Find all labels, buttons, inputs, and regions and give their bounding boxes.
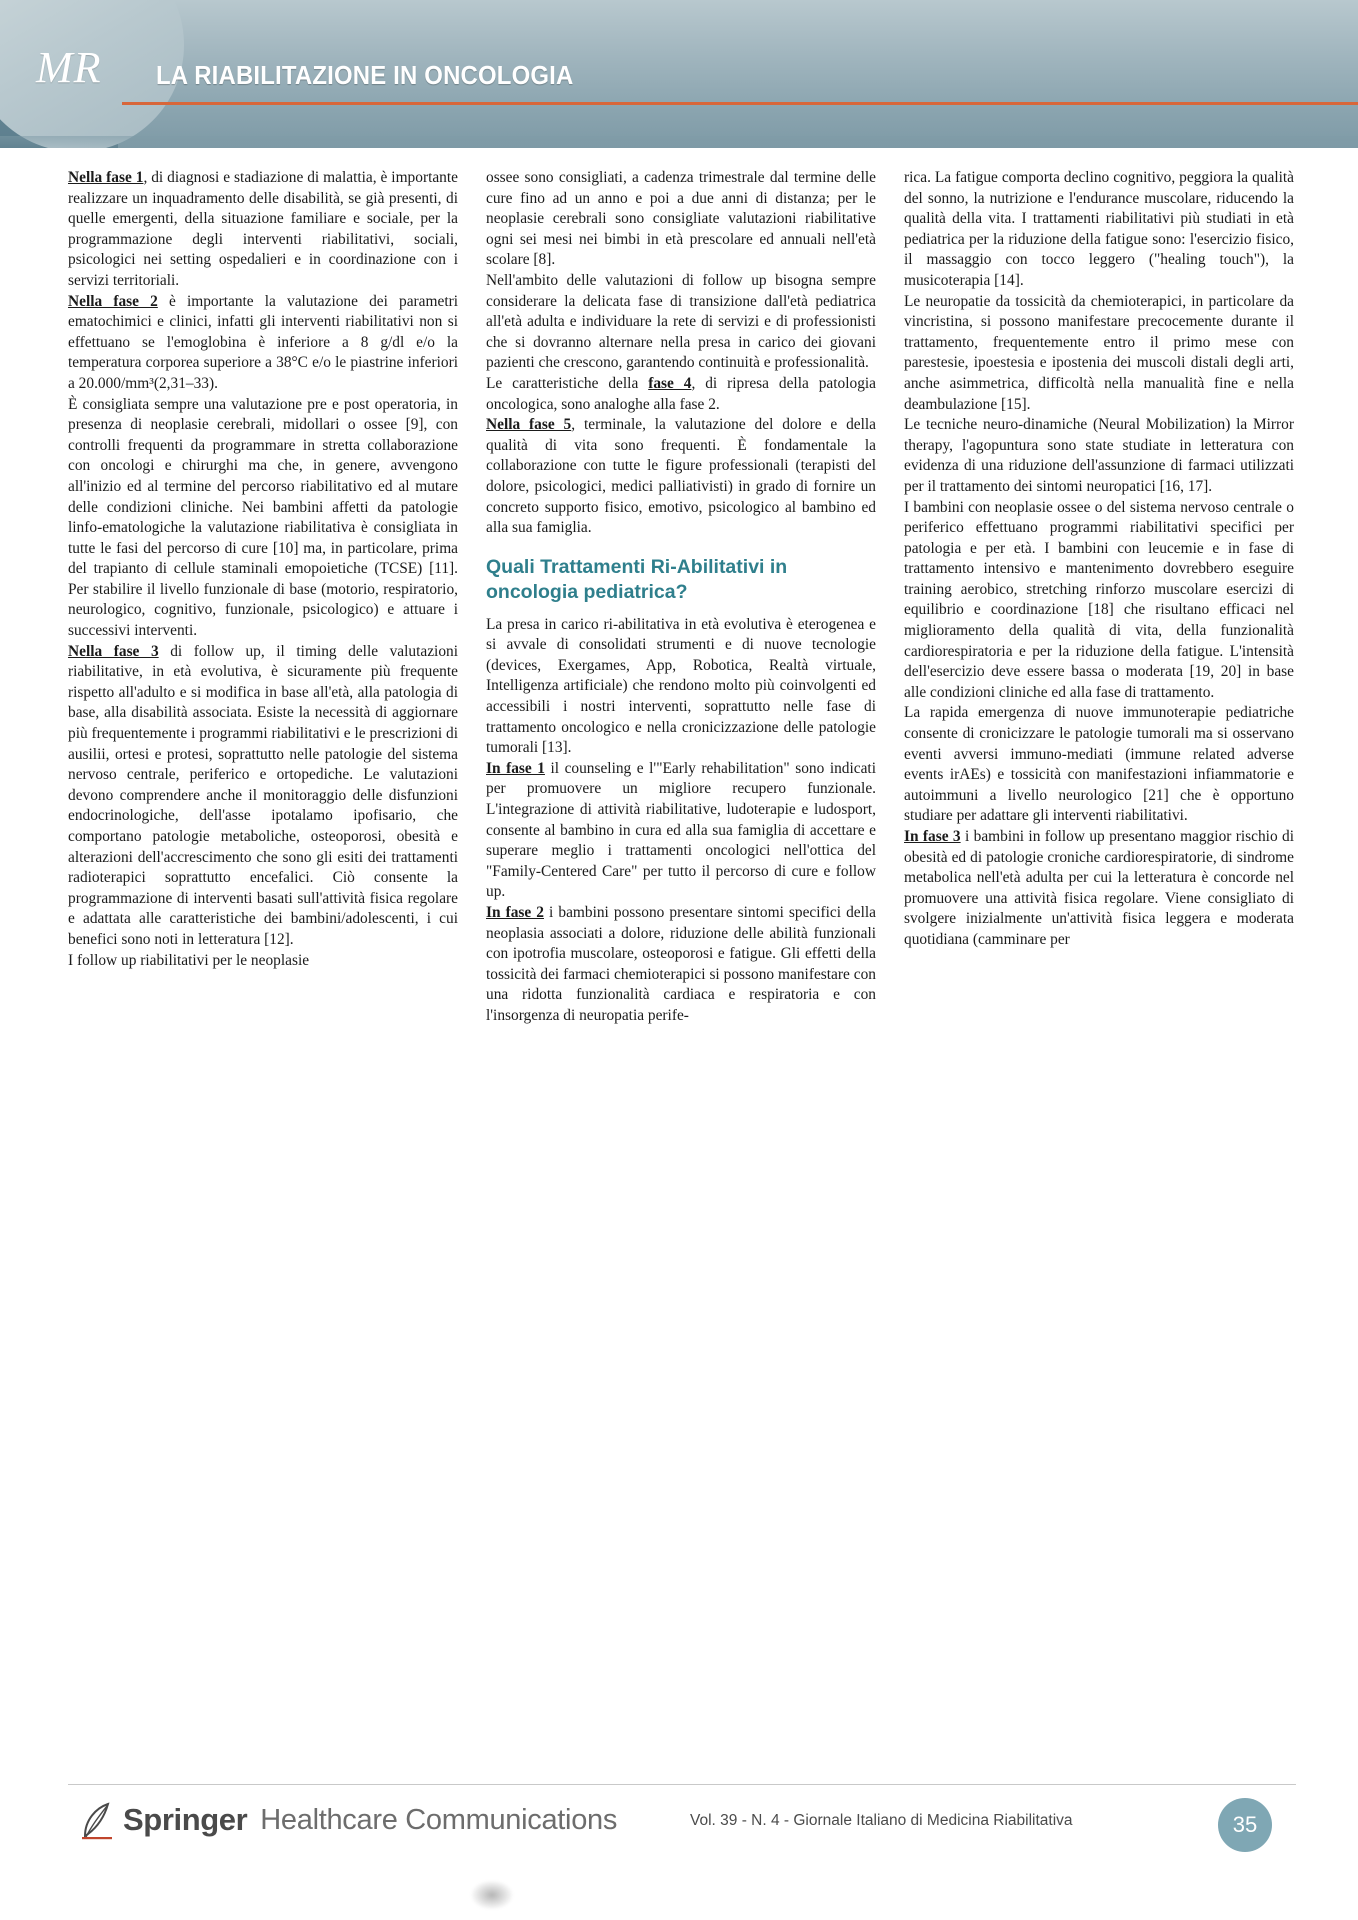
publisher-logo (80, 1800, 617, 1840)
paragraph (486, 615, 876, 759)
paragraph-text: i bambini in follow up presentano maggior rischio di obesità ed di patologie croniche cardiorespiratorie, di sindrome metabolica nell'età adulta per cui la letteratura è concorde nel promuovere una attività fisica regolare. Viene consigliato di svolgere inizialmente un'attività fisica leggera e moderata quotidiana (camminare per (904, 828, 1294, 948)
paragraph-text: I follow up riabilitativi per le neoplasie (68, 951, 310, 969)
paragraph-text: i bambini possono presentare sintomi specifici della neoplasia associati a dolore, riduzione delle abilità funzionali con ipotrofia muscolare, osteoporosi e fatigue. Gli effetti della tossicità dei farmaci chemioterapici si possono manifestare con una ridotta funzionalità cardiaca e respiratoria e con l'insorgenza di neuropatia perife- (486, 904, 876, 1024)
journal-logo: MR (36, 43, 102, 92)
page-footer (0, 1790, 1358, 1872)
paragraph (904, 168, 1294, 292)
journal-citation: Vol. 39 - N. 4 - Giornale Italiano di Medicina Riabilitativa (690, 1812, 1073, 1829)
paragraph (68, 292, 458, 395)
paragraph-text: I bambini con neoplasie ossee o del sistema nervoso centrale o periferico effettuano programmi riabilitativi specifici per patologia e per età. I bambini con leucemie e in fase di trattamento intensivo e mantenimento dovrebbero eseguire training aerobico, stretching rinforzo muscolare esercizi di equilibrio e coordinazione [18] che risultano efficaci nel miglioramento della qualità di vita, della funzionalità cardiorespiratoria e per la riduzione della fatigue. L'intensità dell'esercizio deve essere bassa o moderata [19, 20] in base alle condizioni cliniche ed alla fase di trattamento. (904, 498, 1294, 701)
paragraph (904, 827, 1294, 951)
paragraph (486, 374, 876, 415)
paragraph (486, 759, 876, 903)
paragraph-lead: In fase 1 (486, 759, 545, 777)
paragraph-text: di follow up, il timing delle valutazioni riabilitative, in età evolutiva, è sicuramente più frequente rispetto all'adulto e si modifica in base all'età, alla patologia di base, alla disabilità associata. Esiste la necessità di aggiornare più frequentemente i programmi riabilitativi e le prescrizioni di ausilii, ortesi e protesi, soprattutto nelle patologie del sistema nervoso centrale, periferico e ortopediche. Le valutazioni devono comprendere anche il monitoraggio delle disfunzioni endocrinologiche, dell'asse ipotalamo ipofisario, che comportano patologie metaboliche, osteoporosi, obesità e alterazioni dell'accrescimento che sono gli esiti dei trattamenti radioterapici soprattutto encefalici. Ciò consente la programmazione di interventi basati sull'attività fisica regolare e adattata alle caratteristiche dei bambini/adolescenti, i cui benefici sono noti in letteratura [12]. (68, 642, 458, 948)
section-title: LA RIABILITAZIONE IN ONCOLOGIA (156, 60, 574, 90)
paragraph (904, 292, 1294, 416)
paragraph-text: , di diagnosi e stadiazione di malattia, è importante realizzare un inquadramento delle disabilità, se già presenti, di quelle emergenti, della situazione familiare e sociale, per la programmazione degli interventi riabilitativi, sociali, psicologici nei setting ospedalieri e in coordinazione con i servizi territoriali. (68, 169, 458, 289)
paragraph (68, 951, 458, 972)
header-shadow (0, 136, 1358, 148)
paragraph-lead: Nella fase 2 (68, 292, 158, 310)
paragraph-text: La rapida emergenza di nuove immunoterapie pediatriche consente di cronicizzare le patologie tumorali ma si osservano eventi avversi immuno-mediati (immune related adverse events irAEs) e tossicità con manifestazioni infiammatorie e autoimmuni a livello neurologico [21] che è opportuno studiare per adattare gli interventi riabilitativi. (904, 704, 1294, 825)
paragraph-text: il counseling e l'"Early rehabilitation" sono indicati per promuovere un migliore recupero funzionale. L'integrazione di attività riabilitative, ludoterapie e ludosport, consente al bambino in cura ed alla sua famiglia di accettare e superare meglio i trattamenti oncologici nell'ottica del "Family-Centered Care" per tutto il percorso di cure e follow up. (486, 759, 876, 901)
paragraph (486, 903, 876, 1027)
paragraph-lead: Nella fase 3 (68, 642, 159, 660)
paragraph-lead: Nella fase 1 (68, 169, 144, 186)
paragraph-text: Nell'ambito delle valutazioni di follow up bisogna sempre considerare la delicata fase di transizione dall'età pediatrica all'età adulta e individuare la rete di servizi e di professionisti che si dovranno alternare nella presa in carico dei giovani pazienti che crescono, garantendo continuità e professionalità. (486, 271, 876, 372)
publisher-subtitle: Healthcare Communications (260, 1803, 618, 1836)
paragraph-text: È consigliata sempre una valutazione pre e post operatoria, in presenza di neoplasie cerebrali, midollari o ossee [9], con controlli frequenti da programmare in stretta collaborazione con oncologi e chirurghi ma che, in genere, avvengono all'inizio ed al termine del percorso riabilitativo ed al mutare delle condizioni cliniche. Nei bambini affetti da patologie linfo-ematologiche la valutazione riabilitativa è consigliata in tutte le fasi del percorso di cure [10] ma, in particolare, prima del trapianto di cellule staminali emopoietiche (TCSE) [11]. Per stabilire il livello funzionale di base (motorio, respiratorio, neurologico, cognitivo, funzionale, psicologico) e attuare i successivi interventi. (68, 395, 458, 640)
paragraph-text: Le neuropatie da tossicità da chemioterapici, in particolare da vincristina, si possono manifestare precocemente durante il trattamento, frequentemente entro il primo mese con parestesie, ipoestesia e ipostenia dei muscoli distali degli arti, anche asimmetrica, difficoltà nella manualità fine e nella deambulazione [15]. (904, 292, 1294, 413)
paragraph (486, 415, 876, 539)
springer-leaf-icon (80, 1800, 114, 1840)
paragraph (486, 168, 876, 271)
paragraph-text: rica. La fatigue comporta declino cognitivo, peggiora la qualità del sonno, la nutrizione e l'endurance muscolare, riducendo la qualità della vita. I trattamenti riabilitativi più studiati in età pediatrica per la riduzione della fatigue sono: l'esercizio fisico, il massaggio con tocco leggero ("healing touch"), la musicoterapia [14]. (904, 169, 1294, 289)
column-left (68, 168, 458, 1027)
column-middle (486, 168, 876, 1027)
footer-divider (68, 1784, 1296, 1785)
paragraph (904, 498, 1294, 704)
paragraph-text: , di ripresa della patologia oncologica, sono analoghe alla fase 2. (486, 374, 877, 413)
paragraph-text: Le tecniche neuro-dinamiche (Neural Mobilization) la Mirror therapy, l'agopuntura sono state studiate in letteratura con evidenza di una riduzione dell'assunzione di farmaci utilizzati per il trattamento dei sintomi neuropatici [16, 17]. (904, 416, 1294, 495)
paragraph-text: è importante la valutazione dei parametri ematochimici e clinici, infatti gli interventi riabilitativi non si effettuano se l'emoglobina è inferiore a 8 g/dl e/o la temperatura corporea superiore a 38°C e/o le piastrine inferiori a 20.000/mm³(2,31–33). (68, 292, 458, 392)
phase-reference: fase 4 (648, 374, 692, 392)
section-heading: Quali Trattamenti Ri-Abilitativi in oncologia pediatrica? (486, 555, 788, 603)
paragraph (68, 395, 458, 642)
paragraph-lead: Nella fase 5 (486, 416, 572, 434)
publisher-name: Springer (123, 1802, 248, 1837)
paragraph (486, 271, 876, 374)
header-accent-rule (122, 102, 1358, 105)
paragraph (68, 642, 458, 951)
article-body (68, 168, 1296, 1027)
paragraph-text: La presa in carico ri-abilitativa in età evolutiva è eterogenea e si avvale di consolidati strumenti e di nuove tecnologie (devices, Exergames, App, Robotica, Realtà virtuale, Intelligenza artificiale) che rendono molto più coinvolgenti ed accessibili i nostri interventi, soprattutto nelle fase di trattamento oncologico e nella cronicizzazione delle patologie tumorali [13]. (486, 615, 876, 757)
page-number-badge: 35 (1218, 1798, 1272, 1852)
paragraph-text: ossee sono consigliati, a cadenza trimestrale dal termine delle cure fino ad un anno e poi a due anni di distanza; per le neoplasie cerebrali sono consigliate valutazioni riabilitative ogni sei mesi nei bimbi in età prescolare ed annuali nell'età scolare [8]. (486, 169, 876, 269)
paragraph-lead: In fase 3 (904, 828, 961, 845)
page-header (0, 0, 1358, 148)
paragraph-lead: In fase 2 (486, 904, 544, 921)
paragraph (68, 168, 458, 292)
column-right (904, 168, 1294, 1027)
paragraph-text: Le caratteristiche della (486, 374, 649, 392)
paragraph-text: , terminale, la valutazione del dolore e della qualità di vita sono frequenti. È fondamentale la collaborazione con tutte le figure professionali (terapisti del dolore, psicologici, medici palliativisti) in grado di fornire un concreto supporto fisico, emotivo, psicologico al bambino ed alla sua famiglia. (486, 416, 876, 537)
paragraph (904, 415, 1294, 497)
scan-artifact (470, 1880, 514, 1910)
paragraph (904, 703, 1294, 827)
